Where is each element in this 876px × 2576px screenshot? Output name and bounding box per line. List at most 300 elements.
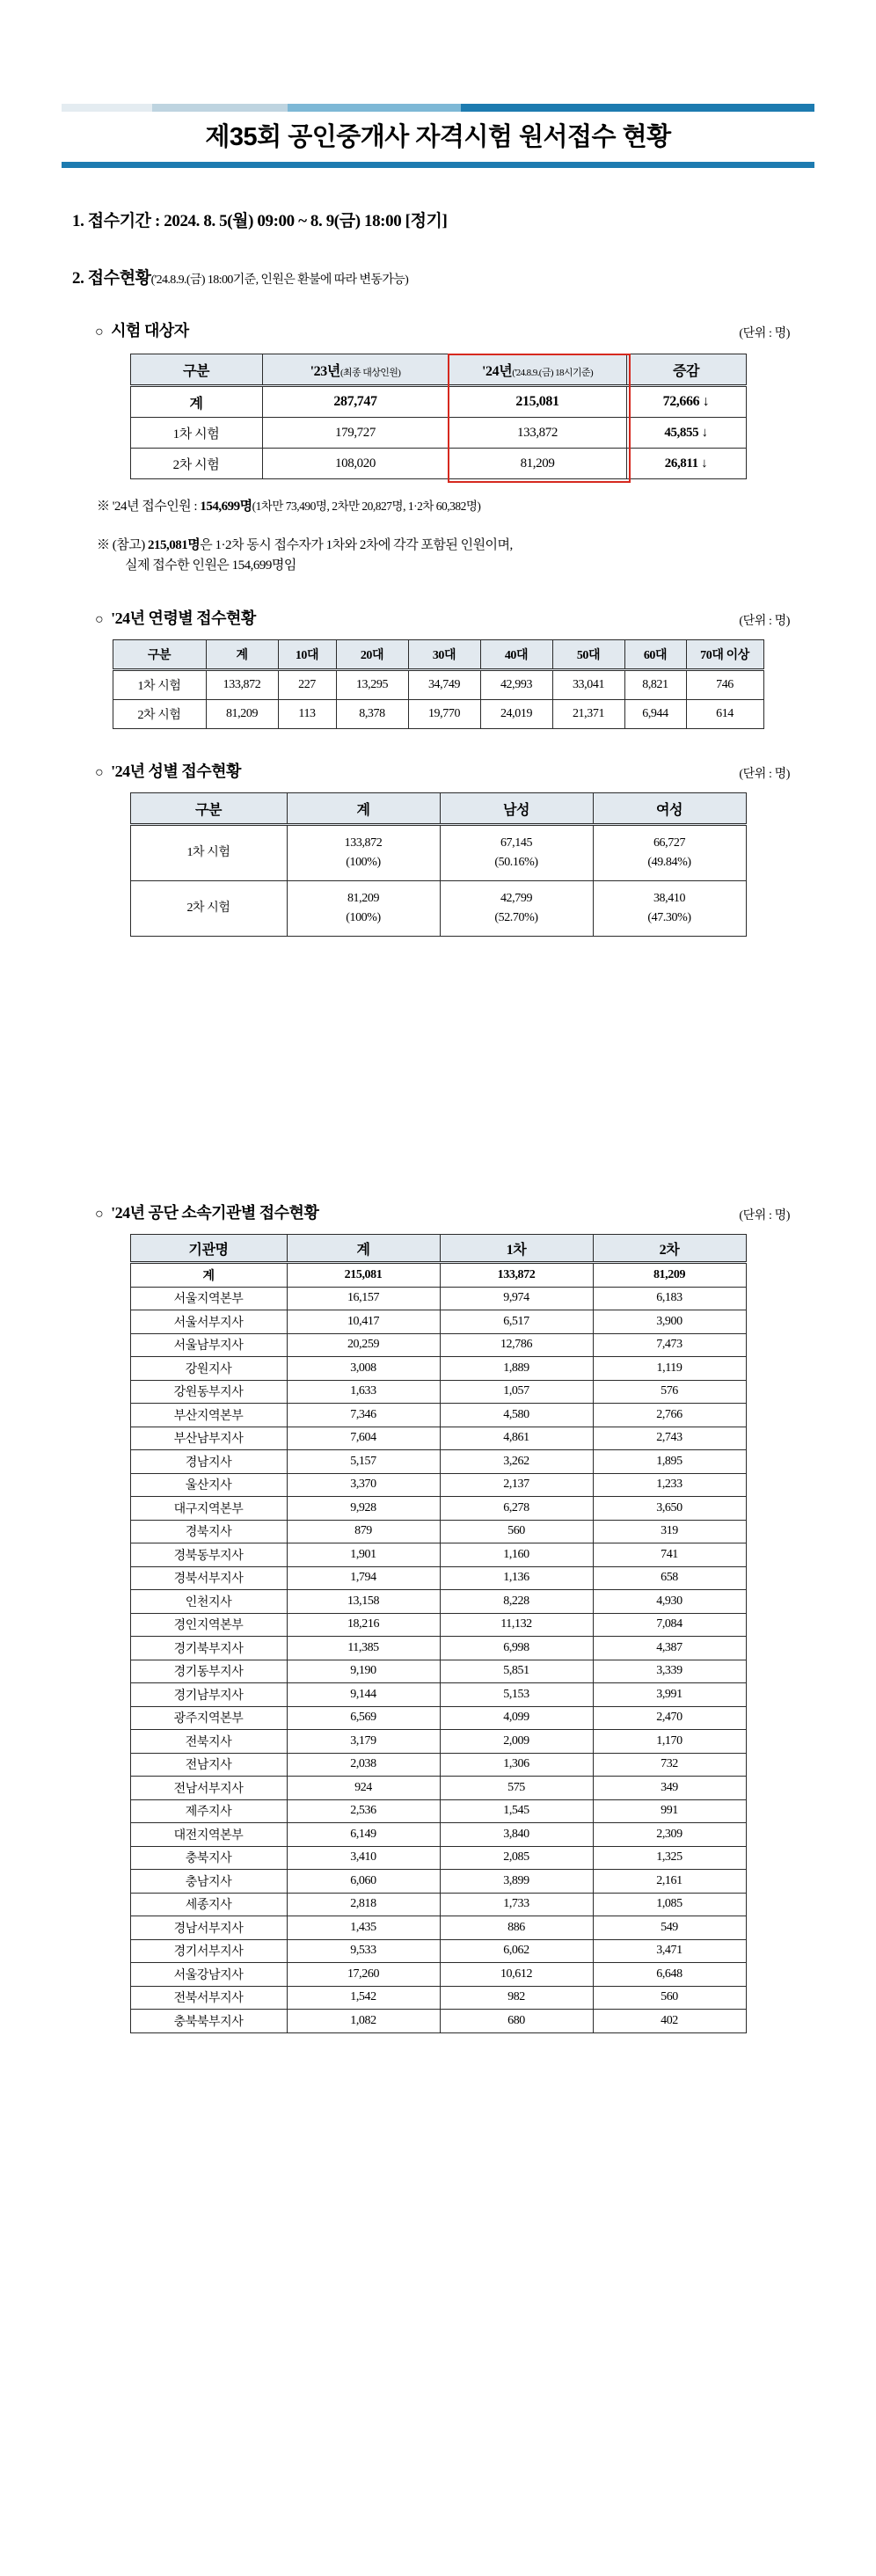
cell-first-exam: 12,786 — [440, 1333, 593, 1357]
cell-branch-name: 전북지사 — [130, 1730, 287, 1754]
col-header-first-exam: 1차 — [440, 1235, 593, 1263]
cell-branch-name: 경북서부지사 — [130, 1566, 287, 1590]
table-row — [113, 670, 763, 700]
unit-label-branch: (단위 : 명) — [739, 1209, 790, 1223]
cell-second-exam: 4,930 — [593, 1590, 746, 1614]
table-row — [130, 1380, 746, 1404]
col-header-division — [130, 354, 262, 386]
cell-change: 45,855 ↓ — [626, 418, 746, 449]
cell-second-exam: 3,339 — [593, 1660, 746, 1683]
cell-first-exam: 6,062 — [440, 1939, 593, 1963]
table-row — [130, 1333, 746, 1357]
table-row — [130, 1497, 746, 1521]
cell-age-50s: 21,371 — [552, 700, 624, 729]
cell-branch-name: 인천지사 — [130, 1590, 287, 1614]
cell-branch-name: 세종지사 — [130, 1893, 287, 1916]
col-header-age-40s: 40대 — [480, 640, 552, 670]
col-header-y24-sub: ('24.8.9.(금) 18시기준) — [512, 367, 594, 378]
cell-branch-name: 전남지사 — [130, 1753, 287, 1777]
table-branch-distribution — [130, 1234, 747, 2033]
col-header-total: 계 — [287, 1235, 440, 1263]
cell-first-exam: 6,998 — [440, 1637, 593, 1660]
cell-female-pct: (49.84%) — [647, 856, 691, 870]
subsection-age-title — [95, 606, 256, 629]
cell-age-20s: 13,295 — [336, 670, 408, 700]
cell-second-exam: 3,650 — [593, 1497, 746, 1521]
cell-branch-name: 서울강남지사 — [130, 1963, 287, 1987]
table-row — [130, 825, 746, 881]
cell-second-exam: 560 — [593, 1986, 746, 2010]
cell-age-40s: 42,993 — [480, 670, 552, 700]
col-header-total: 계 — [206, 640, 278, 670]
cell-second-exam: 402 — [593, 2010, 746, 2033]
cell-total: 3,179 — [287, 1730, 440, 1754]
section-1-registration-period — [72, 208, 814, 231]
cell-total: 1,542 — [287, 1986, 440, 2010]
table-row — [130, 1730, 746, 1754]
cell-total: 133,872 — [206, 670, 278, 700]
table-row-header — [130, 1235, 746, 1263]
note-lead: (참고) — [112, 537, 148, 552]
table-row — [130, 1263, 746, 1288]
cell-branch-name: 경기동부지사 — [130, 1660, 287, 1683]
title-underline-bar — [62, 162, 814, 168]
col-header-y24 — [449, 354, 626, 386]
table-row — [130, 1543, 746, 1567]
table-branch-body — [130, 1263, 746, 2033]
table-row — [130, 1986, 746, 2010]
cell-y23: 179,727 — [262, 418, 449, 449]
cell-second-exam: 3,471 — [593, 1939, 746, 1963]
cell-total: 17,260 — [287, 1963, 440, 1987]
cell-branch-name: 부산남부지사 — [130, 1427, 287, 1450]
cell-total: 10,417 — [287, 1310, 440, 1334]
cell-total: 3,008 — [287, 1357, 440, 1381]
note-reference-line2: 실제 접수한 인원은 154,699명임 — [125, 558, 296, 573]
cell-first-exam: 133,872 — [440, 1263, 593, 1288]
cell-branch-name: 강원지사 — [130, 1357, 287, 1381]
cell-second-exam: 1,119 — [593, 1357, 746, 1381]
cell-total — [287, 825, 440, 881]
col-header-y23-text: '23년 — [310, 363, 340, 379]
table-row — [130, 1310, 746, 1334]
note-tail: 은 1·2차 동시 접수자가 1차와 2차에 각각 포함된 인원이며, — [200, 537, 513, 552]
cell-total: 3,410 — [287, 1846, 440, 1870]
cell-first-exam: 3,899 — [440, 1870, 593, 1894]
subsection-age-heading: '24년 연령별 접수현황 — [111, 609, 256, 628]
col-header-age-60s: 60대 — [624, 640, 686, 670]
table-row — [113, 700, 763, 729]
cell-branch-name: 대전지역본부 — [130, 1823, 287, 1847]
document-page — [0, 104, 876, 2576]
cell-first-exam: 1,136 — [440, 1566, 593, 1590]
cell-first-exam: 680 — [440, 2010, 593, 2033]
cell-second-exam: 4,387 — [593, 1637, 746, 1660]
table-row — [130, 1870, 746, 1894]
subsection-branch-header — [95, 1200, 790, 1223]
table-row-header — [130, 354, 746, 386]
cell-total: 5,157 — [287, 1450, 440, 1474]
cell-second-exam: 319 — [593, 1520, 746, 1543]
cell-first-exam: 5,851 — [440, 1660, 593, 1683]
cell-total: 2,038 — [287, 1753, 440, 1777]
cell-branch-name: 경기서부지사 — [130, 1939, 287, 1963]
title-gradient-bar — [62, 104, 814, 112]
cell-total — [287, 881, 440, 937]
cell-y23: 287,747 — [262, 386, 449, 418]
cell-male-value: 67,145 — [500, 836, 533, 850]
cell-second-exam: 3,900 — [593, 1310, 746, 1334]
table-age-distribution — [113, 639, 764, 729]
cell-total: 1,901 — [287, 1543, 440, 1567]
cell-total: 1,435 — [287, 1916, 440, 1940]
cell-branch-name: 충북북부지사 — [130, 2010, 287, 2033]
cell-second-exam: 6,648 — [593, 1963, 746, 1987]
cell-second-exam: 2,470 — [593, 1706, 746, 1730]
table-row — [130, 1613, 746, 1637]
table-row — [130, 1427, 746, 1450]
table-gender-distribution — [130, 792, 747, 937]
note-reference — [97, 536, 814, 556]
cell-total: 9,190 — [287, 1660, 440, 1683]
cell-branch-name: 강원동부지사 — [130, 1380, 287, 1404]
cell-total: 879 — [287, 1520, 440, 1543]
cell-label: 2차 시험 — [130, 881, 287, 937]
table-row — [130, 1357, 746, 1381]
note-strong: 215,081명 — [148, 537, 201, 552]
col-header-age-70plus: 70대 이상 — [686, 640, 763, 670]
table-row — [130, 1590, 746, 1614]
cell-branch-name: 경기남부지사 — [130, 1683, 287, 1707]
cell-age-30s: 34,749 — [408, 670, 480, 700]
cell-age-70plus: 746 — [686, 670, 763, 700]
cell-label: 1차 시험 — [113, 670, 206, 700]
cell-label: 2차 시험 — [130, 449, 262, 479]
cell-branch-name: 경기북부지사 — [130, 1637, 287, 1660]
table-row — [130, 2010, 746, 2033]
cell-first-exam: 1,545 — [440, 1799, 593, 1823]
cell-total: 2,536 — [287, 1799, 440, 1823]
table-row — [130, 1893, 746, 1916]
cell-first-exam: 886 — [440, 1916, 593, 1940]
table-row — [130, 1566, 746, 1590]
cell-label: 1차 시험 — [130, 825, 287, 881]
cell-second-exam: 991 — [593, 1799, 746, 1823]
cell-first-exam: 982 — [440, 1986, 593, 2010]
table-row — [130, 1706, 746, 1730]
cell-second-exam: 549 — [593, 1916, 746, 1940]
subsection-target-heading: 시험 대상자 — [111, 322, 189, 340]
cell-branch-name: 서울지역본부 — [130, 1287, 287, 1310]
cell-second-exam: 1,170 — [593, 1730, 746, 1754]
cell-total: 18,216 — [287, 1613, 440, 1637]
col-header-age-20s: 20대 — [336, 640, 408, 670]
cell-second-exam: 7,084 — [593, 1613, 746, 1637]
cell-total: 1,633 — [287, 1380, 440, 1404]
cell-branch-name: 광주지역본부 — [130, 1706, 287, 1730]
cell-first-exam: 6,278 — [440, 1497, 593, 1521]
table-row — [130, 1404, 746, 1427]
page-title: 제35회 공인중개사 자격시험 원서접수 현황 — [205, 123, 671, 151]
cell-branch-name: 충남지사 — [130, 1870, 287, 1894]
circle-marker-icon: ○ — [95, 612, 104, 628]
unit-label-gender: (단위 : 명) — [739, 768, 790, 782]
table-row — [130, 418, 746, 449]
col-header-female: 여성 — [593, 793, 746, 825]
cell-total: 11,385 — [287, 1637, 440, 1660]
cell-age-40s: 24,019 — [480, 700, 552, 729]
cell-age-20s: 8,378 — [336, 700, 408, 729]
table-row — [130, 1963, 746, 1987]
cell-total-value: 133,872 — [344, 836, 383, 850]
cell-branch-name: 부산지역본부 — [130, 1404, 287, 1427]
table-row — [130, 386, 746, 418]
table-row — [130, 449, 746, 479]
col-header-division: 구분 — [130, 793, 287, 825]
unit-label-target: (단위 : 명) — [739, 327, 790, 341]
table-row — [130, 1520, 746, 1543]
note-mark-icon: ※ — [97, 500, 110, 514]
gradient-segment-2 — [152, 104, 288, 112]
cell-age-60s: 6,944 — [624, 700, 686, 729]
gradient-segment-4 — [461, 104, 814, 112]
cell-first-exam: 1,160 — [440, 1543, 593, 1567]
cell-second-exam: 658 — [593, 1566, 746, 1590]
section-2-note: ('24.8.9.(금) 18:00기준, 인원은 환불에 따라 변동가능) — [150, 274, 409, 288]
cell-total-pct: (100%) — [346, 856, 381, 870]
cell-branch-name: 경남서부지사 — [130, 1916, 287, 1940]
cell-first-exam: 1,306 — [440, 1753, 593, 1777]
cell-first-exam: 2,085 — [440, 1846, 593, 1870]
cell-age-60s: 8,821 — [624, 670, 686, 700]
cell-total: 6,060 — [287, 1870, 440, 1894]
cell-first-exam: 4,580 — [440, 1404, 593, 1427]
cell-first-exam: 4,099 — [440, 1706, 593, 1730]
cell-total: 16,157 — [287, 1287, 440, 1310]
cell-total-pct: (100%) — [346, 911, 381, 925]
unit-label-age: (단위 : 명) — [739, 615, 790, 629]
cell-second-exam: 3,991 — [593, 1683, 746, 1707]
cell-total: 215,081 — [287, 1263, 440, 1288]
cell-total: 13,158 — [287, 1590, 440, 1614]
circle-marker-icon: ○ — [95, 1207, 104, 1222]
table-row — [130, 881, 746, 937]
col-header-change — [626, 354, 746, 386]
cell-first-exam: 4,861 — [440, 1427, 593, 1450]
cell-branch-name: 경북지사 — [130, 1520, 287, 1543]
cell-female-pct: (47.30%) — [647, 911, 691, 925]
cell-second-exam: 2,766 — [593, 1404, 746, 1427]
subsection-age-header — [95, 606, 790, 629]
table-row-header — [113, 640, 763, 670]
subsection-gender-header — [95, 759, 790, 782]
cell-first-exam: 11,132 — [440, 1613, 593, 1637]
cell-total-value: 81,209 — [347, 892, 380, 906]
col-header-branch-name: 기관명 — [130, 1235, 287, 1263]
cell-first-exam: 1,733 — [440, 1893, 593, 1916]
col-header-y23-sub: (최종 대상인원) — [339, 367, 401, 378]
table-row — [130, 1637, 746, 1660]
table-row — [130, 1660, 746, 1683]
subsection-gender-heading: '24년 성별 접수현황 — [111, 763, 241, 781]
cell-label: 1차 시험 — [130, 418, 262, 449]
cell-second-exam: 576 — [593, 1380, 746, 1404]
cell-second-exam: 81,209 — [593, 1263, 746, 1288]
cell-second-exam: 2,161 — [593, 1870, 746, 1894]
col-header-change-text: 증감 — [672, 363, 700, 379]
cell-total: 6,149 — [287, 1823, 440, 1847]
cell-label: 계 — [130, 386, 262, 418]
table-row — [130, 1799, 746, 1823]
note-tail: (1차만 73,490명, 2차만 20,827명, 1·2차 60,382명) — [252, 500, 481, 514]
cell-branch-name: 전북서부지사 — [130, 1986, 287, 2010]
cell-second-exam: 2,743 — [593, 1427, 746, 1450]
cell-first-exam: 575 — [440, 1777, 593, 1800]
cell-male-value: 42,799 — [500, 892, 533, 906]
table-row — [130, 1683, 746, 1707]
table-row — [130, 1753, 746, 1777]
cell-change: 26,811 ↓ — [626, 449, 746, 479]
gradient-segment-3 — [288, 104, 461, 112]
subsection-branch-title — [95, 1200, 318, 1223]
col-header-male: 남성 — [440, 793, 593, 825]
cell-first-exam: 1,057 — [440, 1380, 593, 1404]
cell-second-exam: 7,473 — [593, 1333, 746, 1357]
cell-second-exam: 2,309 — [593, 1823, 746, 1847]
cell-first-exam: 3,840 — [440, 1823, 593, 1847]
subsection-gender-title — [95, 759, 241, 782]
cell-total: 7,346 — [287, 1404, 440, 1427]
cell-first-exam: 10,612 — [440, 1963, 593, 1987]
cell-change: 72,666 ↓ — [626, 386, 746, 418]
cell-first-exam: 6,517 — [440, 1310, 593, 1334]
cell-second-exam: 741 — [593, 1543, 746, 1567]
cell-total: 1,082 — [287, 2010, 440, 2033]
cell-branch-name: 서울서부지사 — [130, 1310, 287, 1334]
document-title-block — [62, 104, 814, 168]
cell-branch-name: 충북지사 — [130, 1846, 287, 1870]
cell-total: 924 — [287, 1777, 440, 1800]
table-row — [130, 1916, 746, 1940]
cell-first-exam: 1,889 — [440, 1357, 593, 1381]
subsection-target-header — [95, 318, 790, 341]
cell-second-exam: 1,895 — [593, 1450, 746, 1474]
cell-first-exam: 5,153 — [440, 1683, 593, 1707]
col-header-age-10s: 10대 — [278, 640, 336, 670]
cell-total: 6,569 — [287, 1706, 440, 1730]
cell-age-50s: 33,041 — [552, 670, 624, 700]
subsection-branch-heading: '24년 공단 소속기관별 접수현황 — [111, 1204, 319, 1222]
cell-branch-name: 제주지사 — [130, 1799, 287, 1823]
cell-y23: 108,020 — [262, 449, 449, 479]
cell-branch-name: 경남지사 — [130, 1450, 287, 1474]
cell-branch-name: 전남서부지사 — [130, 1777, 287, 1800]
table-row — [130, 1939, 746, 1963]
cell-second-exam: 1,085 — [593, 1893, 746, 1916]
cell-y24: 133,872 — [449, 418, 626, 449]
section-1-label: 1. 접수기간 : 2024. 8. 5(월) 09:00 ~ 8. 9(금) 18:00 [정기] — [72, 212, 448, 231]
cell-branch-name: 서울남부지사 — [130, 1333, 287, 1357]
table-row — [130, 1777, 746, 1800]
cell-total: 2,818 — [287, 1893, 440, 1916]
cell-y24: 215,081 — [449, 386, 626, 418]
cell-total: 81,209 — [206, 700, 278, 729]
cell-total: 7,604 — [287, 1427, 440, 1450]
section-2-registration-status — [72, 265, 814, 288]
cell-second-exam: 1,325 — [593, 1846, 746, 1870]
cell-branch-name: 울산지사 — [130, 1473, 287, 1497]
cell-male-pct: (50.16%) — [494, 856, 538, 870]
col-header-total: 계 — [287, 793, 440, 825]
cell-age-70plus: 614 — [686, 700, 763, 729]
table-exam-target — [130, 354, 747, 479]
cell-male — [440, 881, 593, 937]
col-header-y23 — [262, 354, 449, 386]
table-row — [130, 1473, 746, 1497]
circle-marker-icon: ○ — [95, 325, 104, 340]
col-header-y24-text: '24년 — [481, 363, 513, 379]
cell-total: 3,370 — [287, 1473, 440, 1497]
cell-label: 2차 시험 — [113, 700, 206, 729]
cell-first-exam: 560 — [440, 1520, 593, 1543]
note-registration-count — [97, 497, 814, 517]
note-lead: '24년 접수인원 : — [112, 500, 201, 514]
cell-male — [440, 825, 593, 881]
cell-second-exam: 349 — [593, 1777, 746, 1800]
cell-branch-name: 경북동부지사 — [130, 1543, 287, 1567]
cell-total: 9,928 — [287, 1497, 440, 1521]
cell-age-10s: 113 — [278, 700, 336, 729]
cell-female — [593, 881, 746, 937]
col-header-division: 구분 — [113, 640, 206, 670]
table-row — [130, 1823, 746, 1847]
table-row — [130, 1287, 746, 1310]
gradient-segment-1 — [62, 104, 152, 112]
section-2-label: 2. 접수현황 — [72, 269, 151, 288]
circle-marker-icon: ○ — [95, 765, 104, 781]
cell-second-exam: 6,183 — [593, 1287, 746, 1310]
table-row-header — [130, 793, 746, 825]
cell-first-exam: 8,228 — [440, 1590, 593, 1614]
subsection-target-title — [95, 318, 189, 341]
cell-female — [593, 825, 746, 881]
cell-first-exam: 2,009 — [440, 1730, 593, 1754]
cell-first-exam: 9,974 — [440, 1287, 593, 1310]
cell-female-value: 66,727 — [653, 836, 686, 850]
cell-second-exam: 732 — [593, 1753, 746, 1777]
cell-branch-name: 경인지역본부 — [130, 1613, 287, 1637]
col-header-second-exam: 2차 — [593, 1235, 746, 1263]
cell-total: 1,794 — [287, 1566, 440, 1590]
cell-age-10s: 227 — [278, 670, 336, 700]
table-row — [130, 1450, 746, 1474]
note-strong: 154,699명 — [200, 500, 252, 514]
cell-y24: 81,209 — [449, 449, 626, 479]
cell-female-value: 38,410 — [653, 892, 686, 906]
cell-first-exam: 3,262 — [440, 1450, 593, 1474]
col-header-age-50s: 50대 — [552, 640, 624, 670]
cell-total: 20,259 — [287, 1333, 440, 1357]
cell-total: 9,533 — [287, 1939, 440, 1963]
cell-branch-name: 계 — [130, 1263, 287, 1288]
col-header-division-text: 구분 — [182, 363, 210, 379]
note-mark-icon: ※ — [97, 537, 110, 552]
cell-branch-name: 대구지역본부 — [130, 1497, 287, 1521]
cell-first-exam: 2,137 — [440, 1473, 593, 1497]
cell-male-pct: (52.70%) — [494, 911, 538, 925]
cell-second-exam: 1,233 — [593, 1473, 746, 1497]
table-row — [130, 1846, 746, 1870]
